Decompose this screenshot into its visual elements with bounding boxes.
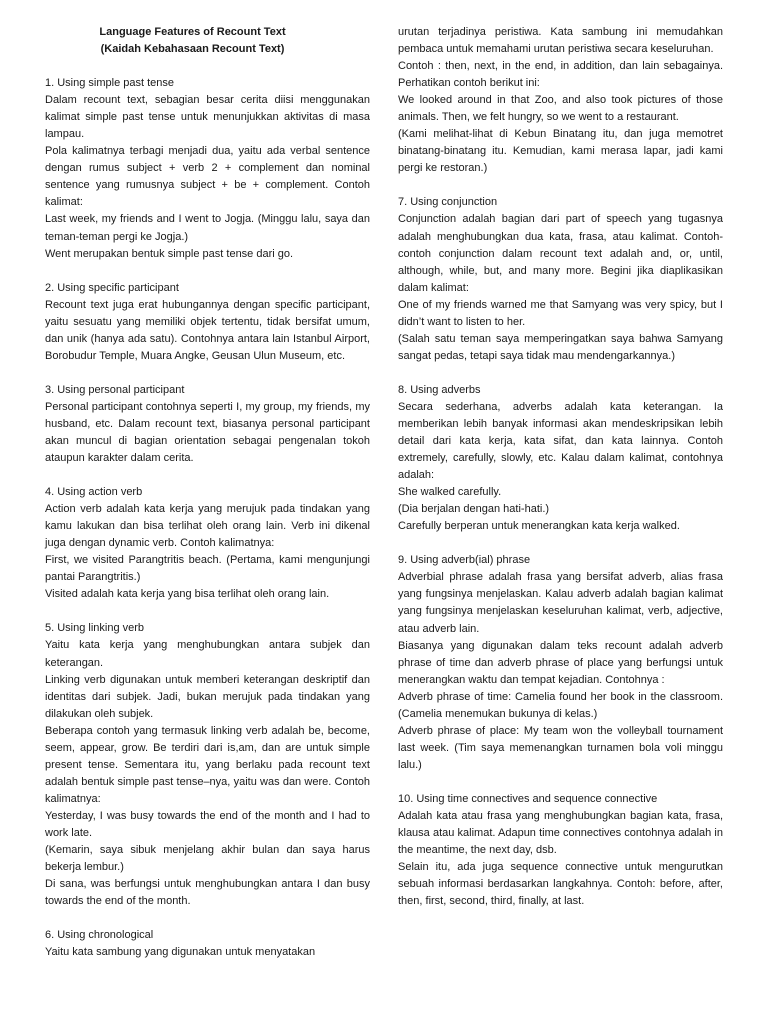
paragraph: Linking verb digunakan untuk memberi keterangan deskriptif dan identitas dari subjek. Jadi, bukan merujuk pada tindakan yang dilakukan oleh subjek. [45,673,370,720]
paragraph: One of my friends warned me that Samyang was very spicy, but I didn’t want to listen to her. [398,298,723,328]
paragraph: Recount text juga erat hubungannya dengan specific participant, yaitu sesuatu yang memiliki objek tertentu, tidak bersifat umum, dan unik (hanya ada satu). Contohnya antara lain Istanbul Airport, Borobudur Temple, Muara Angke, Geusan Ulun Museum, etc. [45,298,370,362]
section [398,24,723,177]
paragraph: Pola kalimatnya terbagi menjadi dua, yaitu ada verbal sentence dengan rumus subject + verb 2 + complement dan nominal sentence yang rumusnya subject + be + complement. Contoh kalimat: [45,145,370,209]
section [398,194,723,364]
section [398,382,723,535]
right-column [398,24,723,910]
paragraph: Last week, my friends and I went to Jogja. (Minggu lalu, saya dan teman-teman pergi ke Jogja.) [45,213,370,243]
section-heading: 5. Using linking verb [45,622,145,635]
section [45,927,370,961]
document-title: Language Features of Recount Text [99,26,286,38]
section-heading: 6. Using chronological [45,929,154,942]
paragraph: Adalah kata atau frasa yang menghubungkan bagian kata, frasa, klausa atau kalimat. Adapun time connectives contohnya adalah in the meantime, the next day, dsb. [398,809,723,857]
left-column [45,24,370,961]
paragraph: (Kemarin, saya sibuk menjelang akhir bulan dan saya harus bekerja lembur.) [45,844,370,874]
section-heading: 8. Using adverbs [398,383,481,396]
section [398,552,723,774]
paragraph: Contoh : then, next, in the end, in addition, dan lain sebagainya. Perhatikan contoh berikut ini: [398,60,723,90]
paragraph: Biasanya yang digunakan dalam teks recount adalah adverb phrase of time dan adverb phrase of place yang berfungsi untuk menerangkan waktu dan tempat kejadian. Contohnya : [398,639,723,686]
paragraph: Conjunction adalah bagian dari part of speech yang tugasnya adalah menghubungkan dua kata, frasa, atau kalimat. Contoh-contoh conjunction dalam recount text adalah and, or, until, although, while, but, and many more. Begini jika diaplikasikan dalam kalimat: [398,213,723,294]
section [45,280,370,365]
section-heading: 1. Using simple past tense [45,77,175,90]
section-heading: 2. Using specific participant [45,281,179,294]
paragraph: We looked around in that Zoo, and also took pictures of those animals. Then, we felt hungry, so we went to a restaurant. [398,94,723,124]
paragraph: Di sana, was berfungsi untuk menghubungkan antara I dan busy towards the end of the month. [45,878,370,908]
section-heading: 4. Using action verb [45,486,143,499]
section-heading: 10. Using time connectives and sequence connective [398,792,658,805]
paragraph: urutan terjadinya peristiwa. Kata sambung ini memudahkan pembaca untuk memahami urutan peristiwa secara keseluruhan. [398,26,723,56]
paragraph: Adverbial phrase adalah frasa yang bersifat adverb, alias frasa yang fungsinya menjelaskan. Kalau adverb adalah bagian kalimat yang fungsinya menjelaskan keseluruhan kalimat, verb, adjective, atau adverb lain. [398,571,723,635]
section [45,382,370,467]
paragraph: Adverb phrase of time: Camelia found her book in the classroom. (Camelia menemukan bukunya di kelas.) [398,690,723,720]
paragraph: Action verb adalah kata kerja yang merujuk pada tindakan yang kamu lakukan dan bisa terlihat oleh orang lain. Verb ini dikenal juga dengan dynamic verb. Contoh kalimatnya: [45,503,370,550]
section [398,791,723,910]
paragraph: Visited adalah kata kerja yang bisa terlihat oleh orang lain. [45,588,330,601]
paragraph: Carefully berperan untuk menerangkan kata kerja walked. [398,520,680,533]
paragraph: Yesterday, I was busy towards the end of the month and I had to work late. [45,809,370,839]
paragraph: Yaitu kata kerja yang menghubungkan antara subjek dan keterangan. [45,639,370,669]
paragraph: (Dia berjalan dengan hati-hati.) [398,503,550,516]
paragraph: Went merupakan bentuk simple past tense dari go. [45,247,294,260]
paragraph: Dalam recount text, sebagian besar cerita diisi menggunakan kalimat simple past tense untuk menunjukkan aktivitas di masa lampau. [45,94,370,141]
paragraph: She walked carefully. [398,486,502,499]
section-heading: 9. Using adverb(ial) phrase [398,554,531,567]
paragraph: (Kami melihat-lihat di Kebun Binatang itu, dan juga memotret binatang-binatang itu. Kemudian, kami merasa lapar, jadi kami pergi ke restoran.) [398,128,723,175]
paragraph: Secara sederhana, adverbs adalah kata keterangan. Ia memberikan lebih banyak informasi akan mendeskripsikan lebih detail dari kata kerja, kata sifat, dan kata lainnya. Contoh extremely, carefully, slowly, etc. Kalau dalam kalimat, contohnya adalah: [398,400,723,482]
document-subtitle: (Kaidah Kebahasaan Recount Text) [100,43,285,56]
paragraph: Selain itu, ada juga sequence connective untuk mengurutkan sebuah informasi berdasarkan langkahnya. Contoh: before, after, then, first, second, third, finally, at last. [398,861,723,908]
paragraph: First, we visited Parangtritis beach. (Pertama, kami mengunjungi pantai Parangtritis.) [45,554,370,584]
paragraph: Beberapa contoh yang termasuk linking verb adalah be, become, seem, appear, grow. Be terdiri dari is,am, dan are untuk simple present tense. Sementara itu, yang berlaku pada recount text adalah bentuk simple past tense–nya, yaitu was dan were. Contoh kalimatnya: [45,724,370,805]
paragraph: Personal participant contohnya seperti I, my group, my friends, my husband, etc. Dalam recount text, biasanya personal participant akan muncul di bagian orientation sebagai pengenalan tokoh ataupun karakter dalam cerita. [45,400,370,465]
paragraph: Adverb phrase of place: My team won the volleyball tournament last week. (Tim saya memenangkan turnamen bola voli minggu lalu.) [398,724,723,771]
paragraph: (Salah satu teman saya memperingatkan saya bahwa Samyang sangat pedas, tetapi saya tidak mau mendengarkannya.) [398,332,723,362]
section [45,75,370,263]
section [45,620,370,910]
paragraph: Yaitu kata sambung yang digunakan untuk menyatakan [45,946,316,959]
section-heading: 3. Using personal participant [45,383,185,396]
section-heading: 7. Using conjunction [398,196,498,209]
section [45,484,370,603]
